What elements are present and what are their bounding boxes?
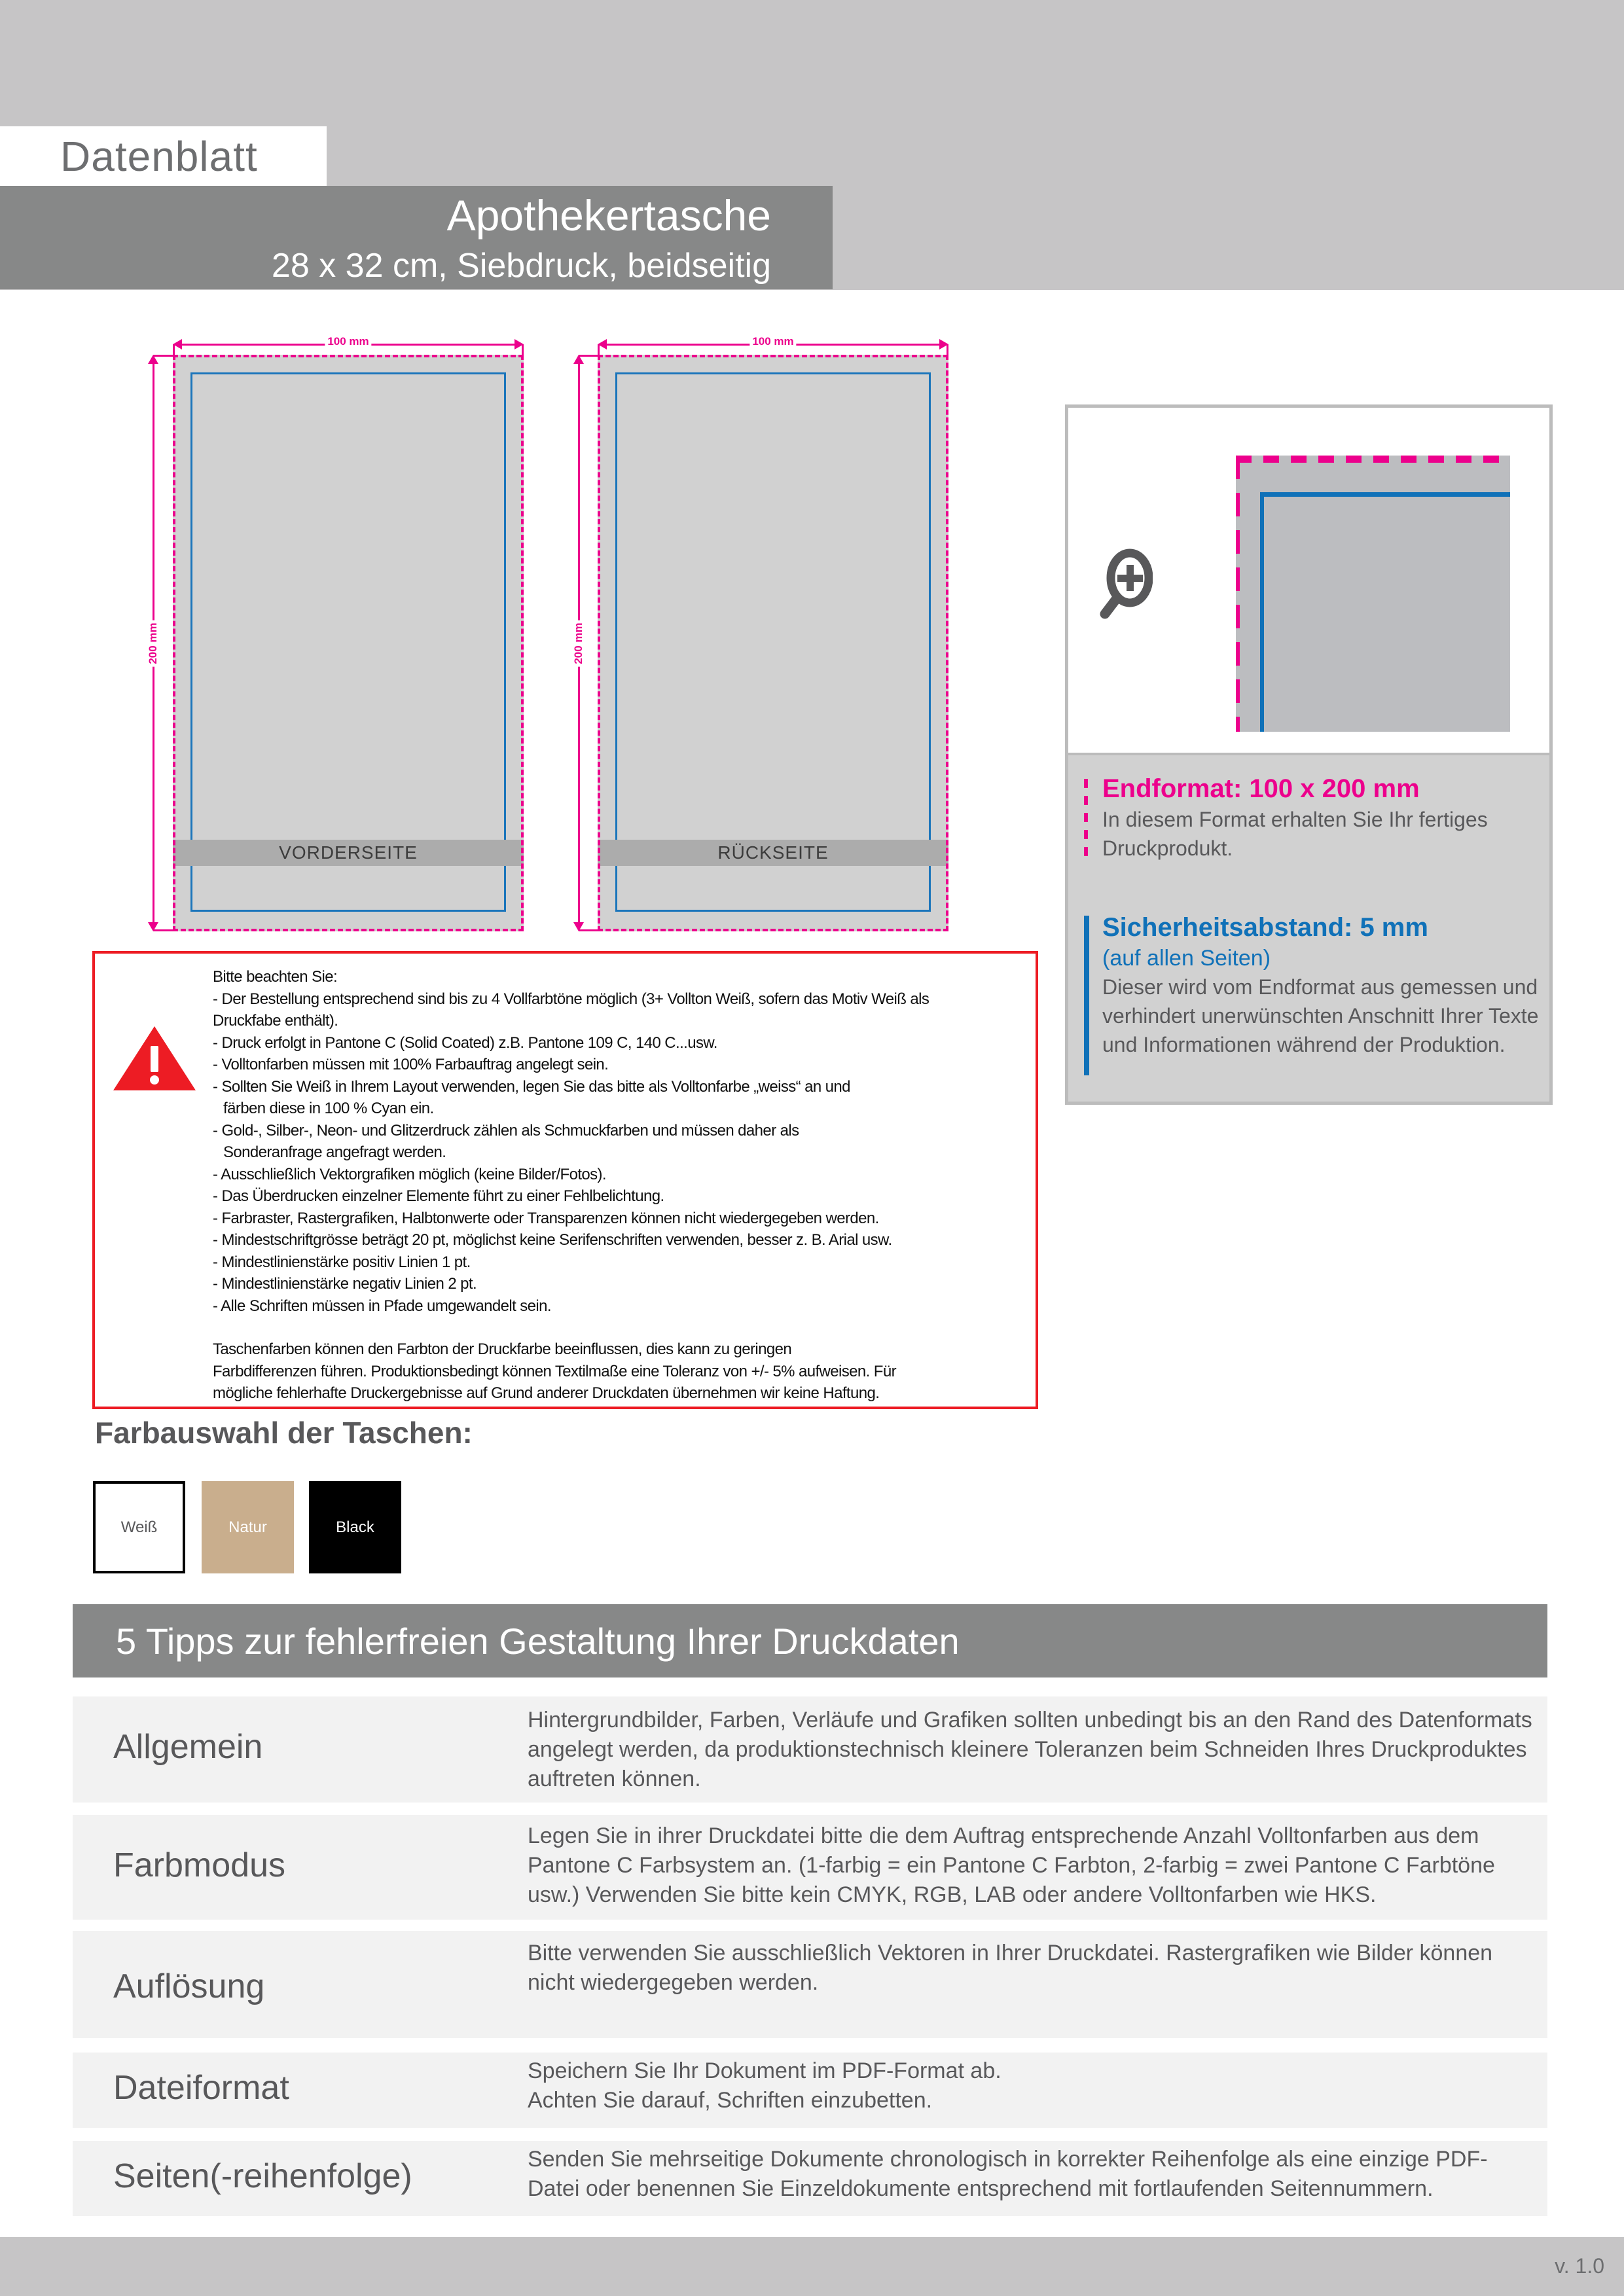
print-notes-text bbox=[213, 966, 1025, 1405]
note-line: Sonderanfrage angefragt werden. bbox=[223, 1143, 446, 1161]
note-line: färben diese in 100 % Cyan ein. bbox=[223, 1100, 434, 1117]
tip-text: Bitte verwenden Sie ausschließlich Vektoren in Ihrer Druckdatei. Rastergrafiken wie Bilder können nicht wiedergegeben werden. bbox=[528, 1941, 1493, 1995]
note-line: - Gold-, Silber-, Neon- und Glitzerdruck zählen als Schmuckfarben und müssen daher als bbox=[213, 1121, 799, 1139]
print-notes-box bbox=[92, 951, 1038, 1409]
swatch-label: Weiß bbox=[120, 1518, 158, 1536]
width-dimension-front bbox=[173, 335, 524, 351]
note-line: - Volltonfarben müssen mit 100% Farbauftrag angelegt sein. bbox=[213, 1056, 609, 1073]
endformat-text: In diesem Format erhalten Sie Ihr fertiges Druckprodukt. bbox=[1102, 808, 1488, 860]
tip-row-allgemein bbox=[73, 1696, 1547, 1803]
tip-label: Seiten(-reihenfolge) bbox=[113, 2157, 412, 2195]
note-line: - Mindestlinienstärke negativ Linien 2 pt. bbox=[213, 1275, 477, 1293]
tip-label: Dateiformat bbox=[113, 2069, 289, 2107]
corner-safety-line-left bbox=[1260, 492, 1264, 732]
side-label-back: RÜCKSEITE bbox=[598, 840, 948, 866]
doc-type-label: Datenblatt bbox=[60, 133, 258, 180]
swatch-label: Natur bbox=[228, 1518, 267, 1536]
endformat-title: Endformat: 100 x 200 mm bbox=[1102, 774, 1420, 803]
tip-row-dateiformat bbox=[73, 2053, 1547, 2128]
trim-line-back bbox=[598, 355, 948, 931]
note-line: - Sollten Sie Weiß in Ihrem Layout verwenden, legen Sie das bitte als Volltonfarbe „weiss“ an und bbox=[213, 1077, 850, 1096]
safety-text: Dieser wird vom Endformat aus gemessen und verhindert unerwünschten Anschnitt Ihrer Texte und Informationen während der Produktion. bbox=[1102, 975, 1539, 1056]
tip-label: Farbmodus bbox=[113, 1846, 285, 1884]
safety-title: Sicherheitsabstand: 5 mm bbox=[1102, 913, 1428, 942]
height-dimension-front bbox=[147, 355, 160, 931]
note-line: - Druck erfolgt in Pantone C (Solid Coated) z.B. Pantone 109 C, 140 C...usw. bbox=[213, 1033, 717, 1052]
corner-bleed-area bbox=[1236, 456, 1510, 732]
safety-marker bbox=[1084, 916, 1089, 1075]
tip-text: Senden Sie mehrseitige Dokumente chronologisch in korrekter Reihenfolge als eine einzige PDF-Datei oder benennen Sie Einzeldokumente entsprechend mit fortlaufenden Seitennummern. bbox=[528, 2147, 1488, 2201]
product-title-bar bbox=[0, 186, 833, 289]
tips-title: 5 Tipps zur fehlerfreien Gestaltung Ihrer Druckdaten bbox=[116, 1620, 960, 1662]
endformat-block bbox=[1102, 772, 1536, 863]
color-swatch-natur[interactable] bbox=[202, 1481, 294, 1573]
tip-row-aufloesung bbox=[73, 1931, 1547, 2038]
width-label-back: 100 mm bbox=[749, 335, 796, 348]
tip-row-farbmodus bbox=[73, 1815, 1547, 1920]
disclaimer-line: Farbdifferenzen führen. Produktionsbedingt können Textilmaße eine Toleranz von +/- 5% aufweisen. Für bbox=[213, 1362, 896, 1380]
warning-triangle-icon bbox=[113, 1026, 196, 1090]
tip-text-line: Speichern Sie Ihr Dokument im PDF-Format ab. bbox=[528, 2058, 1001, 2083]
version-label: v. 1.0 bbox=[1555, 2254, 1604, 2278]
note-line: - Alle Schriften müssen in Pfade umgewandelt sein. bbox=[213, 1297, 551, 1315]
color-swatch-black[interactable] bbox=[309, 1481, 401, 1573]
zoom-in-icon bbox=[1099, 547, 1153, 625]
tip-row-seitenreihenfolge bbox=[73, 2141, 1547, 2216]
note-line: - Mindestschriftgrösse beträgt 20 pt, möglichst keine Serifenschriften verwenden, besser z. B. Arial usw. bbox=[213, 1231, 892, 1249]
note-line: Druckfabe enthält). bbox=[213, 1012, 338, 1030]
color-swatch-weiss[interactable] bbox=[93, 1481, 185, 1573]
footer-band bbox=[0, 2237, 1624, 2296]
height-label-front: 200 mm bbox=[147, 620, 160, 666]
tip-text-line: Achten Sie darauf, Schriften einzubetten. bbox=[528, 2088, 933, 2113]
note-line: - Ausschließlich Vektorgrafiken möglich (keine Bilder/Fotos). bbox=[213, 1165, 606, 1183]
corner-trim-line-top bbox=[1236, 456, 1510, 463]
tips-header bbox=[73, 1604, 1547, 1677]
note-line: - Mindestlinienstärke positiv Linien 1 pt. bbox=[213, 1253, 471, 1271]
bag-colors-title: Farbauswahl der Taschen: bbox=[95, 1416, 473, 1450]
corner-safety-line-top bbox=[1260, 492, 1510, 497]
height-label-back: 200 mm bbox=[572, 620, 585, 666]
safety-block bbox=[1102, 911, 1539, 1059]
width-label-front: 100 mm bbox=[325, 335, 371, 348]
mockup-front bbox=[173, 355, 524, 931]
product-subtitle: 28 x 32 cm, Siebdruck, beidseitig bbox=[271, 247, 771, 285]
tip-text bbox=[528, 2056, 1534, 2115]
mockup-back bbox=[598, 355, 948, 931]
width-dimension-back bbox=[598, 335, 948, 351]
notes-heading: Bitte beachten Sie: bbox=[213, 968, 338, 986]
trim-line-front bbox=[173, 355, 524, 931]
endformat-marker bbox=[1084, 779, 1088, 856]
side-label-front: VORDERSEITE bbox=[173, 840, 524, 866]
disclaimer-line: mögliche fehlerhafte Druckergebnisse auf Grund anderer Druckdaten übernehmen wir keine Haftung. bbox=[213, 1384, 880, 1402]
product-title: Apothekertasche bbox=[446, 191, 771, 240]
note-line: - Das Überdrucken einzelner Elemente führt zu einer Fehlbelichtung. bbox=[213, 1187, 664, 1205]
height-dimension-back bbox=[572, 355, 585, 931]
disclaimer-line: Taschenfarben können den Farbton der Druckfarbe beeinflussen, dies kann zu geringen bbox=[213, 1340, 792, 1358]
format-info-panel bbox=[1065, 404, 1553, 1105]
safety-subtitle: (auf allen Seiten) bbox=[1102, 946, 1271, 971]
tip-text: Hintergrundbilder, Farben, Verläufe und Grafiken sollten unbedingt bis an den Rand des Datenformats angelegt werden, da produktionstechnisch kleinere Toleranzen beim Schneiden Ihres Druckproduktes auftreten können. bbox=[528, 1708, 1532, 1791]
corner-trim-line-left bbox=[1236, 456, 1240, 732]
swatch-label: Black bbox=[336, 1518, 374, 1536]
tip-text: Legen Sie in ihrer Druckdatei bitte die dem Auftrag entsprechende Anzahl Volltonfarben aus dem Pantone C Farbsystem an. (1-farbig = ein Pantone C Farbton, 2-farbig = zwei Pantone C Farbtöne usw.) Verwenden Sie bitte kein CMYK, RGB, LAB oder andere Volltonfarben wie HKS. bbox=[528, 1823, 1495, 1907]
tip-label: Allgemein bbox=[113, 1728, 263, 1766]
tip-label: Auflösung bbox=[113, 1967, 265, 2005]
format-legend bbox=[1068, 753, 1549, 1102]
corner-detail-view bbox=[1068, 408, 1549, 753]
note-line: - Farbraster, Rastergrafiken, Halbtonwerte oder Transparenzen können nicht wiedergegeben werden. bbox=[213, 1209, 879, 1227]
note-line: - Der Bestellung entsprechend sind bis zu 4 Vollfarbtöne möglich (3+ Vollton Weiß, sofern das Motiv Weiß als bbox=[213, 990, 929, 1008]
doc-type-tab bbox=[0, 126, 327, 187]
